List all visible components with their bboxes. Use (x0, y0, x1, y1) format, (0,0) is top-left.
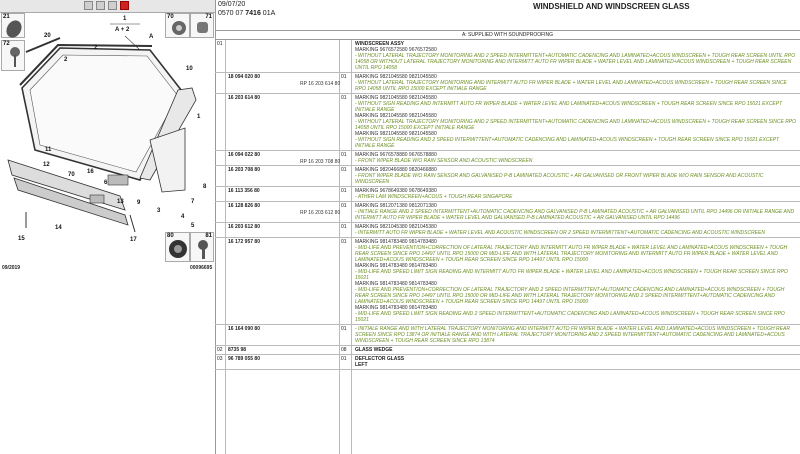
label-17: 17 (130, 237, 137, 243)
quantity: 01 (341, 74, 347, 80)
label-4: 4 (181, 214, 185, 220)
parts-panel (215, 0, 800, 454)
label-2b: 2 (94, 45, 98, 51)
row-position: 01 (217, 41, 223, 47)
thumb-num: 80 (167, 233, 174, 239)
part-number[interactable]: 16 094 022 80 (228, 152, 260, 158)
label-3: 3 (157, 208, 161, 214)
quantity: 01 (341, 167, 347, 173)
callout-a2: A + 2 (115, 27, 130, 33)
label-6: 6 (104, 180, 108, 186)
label-1: 1 (197, 114, 201, 120)
table-row[interactable] (215, 94, 800, 151)
quantity: 01 (341, 95, 347, 101)
table-row[interactable] (215, 238, 800, 325)
label-8: 8 (203, 184, 207, 190)
marking-line: MARKING 9676572580 9676572580 (355, 47, 437, 53)
fitment-note: - FRONT WIPER BLADE W/O RAIN SENSOR AND ACOUSTIC WINDSCREEN (355, 158, 533, 164)
row-position: 03 (217, 356, 223, 362)
label-a: A (149, 34, 154, 40)
marking-line: MARKING 9814783480 9814783480 (355, 281, 437, 287)
fitment-note: - INITIALE RANGE AND WITH LATERAL TRAJECTORY MONITORING AND INTERMITT AUTO FR WIPER BLADE + WATER LEVEL AND LAMINATED+ACOUS WINDSCREEN + TOUGH REAR SCREEN SINCE RPO 13874 OR INITIALE RANGE AND WITH LATERAL TRAJECTORY MONITORING AND 2 SPEED INTERMITTENT+AUTOMATIC CADENCING AND LAMINATED+ACOUS WINDSCREEN + TOUGH REAR SCREEN SINCE RPO 13874 (355, 326, 790, 344)
fitment-note: - MID-LIFE AND PREVENTION+CORRECTION OF LATERAL TRAJECTORY AND INTERMITT AUTO FR WIPER BLADE + WATER LEVEL AND LAMINATED+ACOUS WINDSCREEN + TOUGH REAR SCREEN SINCE RPO 14497 UNTIL RPO 15000 OR MID-LIFE AND WITH LATERAL TRAJECTORY MONITORING AND INTERMITT AUTO FR WIPER BLADE + WATER LEVEL AND LAMINATED+ACOUS WINDSCREEN + TOUGH REAR SCREEN SINCE RPO 14497 UNTIL RPO 15000 (355, 245, 788, 263)
label-14: 14 (55, 225, 62, 231)
quantity: 01 (341, 239, 347, 245)
ref-suffix: 01A (262, 10, 276, 17)
table-row[interactable] (215, 355, 800, 370)
replacement-ref: RP 16 203 708 80 (300, 159, 341, 165)
fitment-note: - WITHOUT LATERAL TRAJECTORY MONITORING AND INTERMITT AUTO FR WIPER BLADE + WATER LEVEL AND LAMINATED+ACOUS WINDSCREEN + TOUGH REAR SCREEN SINCE RPO 14058 UNTIL RPO 15000 EXCEPT INITIALE RANGE (355, 80, 787, 92)
row-content (353, 346, 800, 354)
part-number[interactable]: 18 094 020 80 (228, 74, 260, 80)
marking-line: MARKING 9676578880 9676578880 (355, 152, 437, 158)
row-content (353, 223, 800, 237)
table-row[interactable] (215, 325, 800, 346)
label-70: 70 (68, 172, 75, 178)
thumb-num: 81 (205, 233, 212, 239)
marking-line: MARKING 9814783480 9814783480 (355, 263, 437, 269)
label-5: 5 (191, 223, 195, 229)
thumb-num: 70 (167, 14, 174, 20)
header-ref (218, 10, 275, 17)
row-position: 02 (217, 347, 223, 353)
label-10: 10 (186, 66, 193, 72)
fitment-note: - INTERMITT AUTO FR WIPER BLADE + WATER LEVEL AND ACOUSTIC WINDSCREEN OR 2 SPEED INTERMITTENT+AUTOMATIC CADENCING AND ACOUSTIC WINDSCREEN (355, 230, 765, 236)
part-number[interactable]: 16 128 826 80 (228, 203, 260, 209)
part-title: LEFT (355, 362, 368, 368)
table-row[interactable] (215, 151, 800, 166)
part-number[interactable]: 16 203 614 80 (228, 95, 260, 101)
part-number[interactable]: 8735 98 (228, 347, 247, 353)
part-title: DEFLECTOR GLASS (355, 356, 405, 362)
label-16: 16 (87, 169, 94, 175)
label-9: 9 (137, 200, 141, 206)
header-date: 09/07/20 (218, 1, 246, 8)
fitment-note: - WITHOUT LATERAL TRAJECTORY MONITORING AND 2 SPEED INTERMITTENT+AUTOMATIC CADENCING AND LAMINATED+ACOUS WINDSCREEN + TOUGH REAR SCREEN UNTIL RPO 14058 OR WITHOUT LATERAL TRAJECTORY MONITORING AND INTERMITT AUTO FR WIPER BLADE + WATER LEVEL AND LAMINATED+ACOUS WINDSCREEN + TOUGH REAR SCREEN UNTIL RPO 14058 (355, 53, 796, 71)
quantity: 01 (341, 188, 347, 194)
quantity: 01 (341, 356, 347, 362)
marking-line: MARKING 9814783480 9814783480 (355, 305, 437, 311)
supply-banner: A: SUPPLIED WITH SOUNDPROOFING (215, 30, 800, 40)
label-20: 20 (44, 33, 51, 39)
table-row[interactable] (215, 73, 800, 94)
fitment-note: - WITHOUT SIGN READING AND 2 SPEED INTERMITTENT+AUTOMATIC CADENCING AND LAMINATED+ACOUS WINDSCREEN + TOUGH REAR SCREEN SINCE RPO 15021 EXCEPT INITIALE RANGE (355, 137, 780, 149)
fitment-note: - MID-LIFE AND SPEED LIMIT SIGN READING AND INTERMITT AUTO FR WIPER BLADE + WATER LEVEL AND LAMINATED+ACOUS WINDSCREEN + TOUGH REAR SCREEN SINCE RPO 15021 (355, 269, 788, 281)
windshield-diagram (0, 0, 215, 260)
thumb-num: 71 (205, 14, 212, 20)
label-2: 2 (64, 57, 68, 63)
quantity: 01 (341, 152, 347, 158)
marking-line: MARKING 9821045380 9821045380 (355, 224, 437, 230)
row-content (353, 187, 800, 201)
ref-bold: 7416 (245, 10, 261, 17)
diagram-code: 00096695 (190, 265, 213, 271)
label-15: 15 (18, 236, 25, 242)
table-row[interactable] (215, 40, 800, 73)
row-content (353, 325, 800, 345)
part-title: WINDSCREEN ASSY (355, 41, 404, 47)
marking-line: MARKING 9821045580 9821045580 (355, 131, 437, 137)
marking-line: MARKING 9821045580 9821045580 (355, 113, 437, 119)
part-number[interactable]: 16 203 708 80 (228, 167, 260, 173)
table-row[interactable] (215, 202, 800, 223)
replacement-ref: RP 16 203 614 80 (300, 81, 341, 87)
fitment-note: - FRONT WIPER BLADE W/O RAIN SENSOR AND GALVANISED P-B LAMINATED ACOUSTIC + AR GALVANISED OR FRONT WIPER BLADE W/O RAIN SENSOR AND ACOUSTIC WINDSCREEN (355, 173, 764, 185)
row-content (353, 40, 800, 72)
part-number[interactable]: 96 789 055 80 (228, 356, 260, 362)
fitment-note: - MID-LIFE AND PREVENTION+CORRECTION OF LATERAL TRAJECTORY AND 2 SPEED INTERMITTENT+AUTOMATIC CADENCING AND LAMINATED+ACOUS WINDSCREEN + TOUGH REAR SCREEN SINCE RPO 14497 UNTIL RPO 15000 OR MID-LIFE AND WITH LATERAL TRAJECTORY MONITORING AND 2 SPEED INTERMITTENT+AUTOMATIC CADENCING AND LAMINATED+ACOUS WINDSCREEN + TOUGH REAR SCREEN SINCE RPO 14497 UNTIL RPO 15000 (355, 287, 785, 305)
part-title: GLASS WEDGE (355, 347, 393, 353)
marking-line: MARKING 9678649380 9678649380 (355, 188, 437, 194)
diagram-panel (0, 0, 216, 454)
marking-line: MARKING 9814783480 9814783480 (355, 239, 437, 245)
diagram-date: 09/2019 (2, 265, 21, 271)
table-row[interactable] (215, 346, 800, 355)
row-content (353, 166, 800, 186)
replacement-ref: RP 16 203 612 80 (300, 210, 341, 216)
part-number[interactable]: 16 172 957 80 (228, 239, 260, 245)
page-title: WINDSHIELD AND WINDSCREEN GLASS (533, 2, 690, 11)
quantity: 08 (341, 347, 347, 353)
label-13: 13 (117, 199, 124, 205)
label-7: 7 (191, 199, 195, 205)
row-content (353, 202, 800, 222)
label-11: 11 (45, 147, 52, 153)
row-content (353, 94, 800, 150)
part-number[interactable]: 16 113 356 80 (228, 188, 260, 194)
ref-prefix: 0570 07 (218, 10, 244, 17)
table-row[interactable] (215, 166, 800, 187)
fitment-note: - ATHER LAM WINDSCREEN+ACOUS + TOUGH REAR SINGAPORE (355, 194, 513, 200)
fitment-note: - MID-LIFE AND SPEED LIMIT SIGN READING AND 2 SPEED INTERMITTENT+AUTOMATIC CADENCING AND LAMINATED+ACOUS WINDSCREEN + TOUGH REAR SCREEN SINCE RPO 15021 (355, 311, 785, 323)
callout-1: 1 (123, 16, 127, 22)
label-12: 12 (43, 162, 50, 168)
quantity: 01 (341, 224, 347, 230)
parts-table (215, 40, 800, 370)
thumb-num: 21 (3, 14, 10, 20)
marking-line: MARKING 9812071380 9812071380 (355, 203, 437, 209)
table-row[interactable] (215, 223, 800, 238)
part-number[interactable]: 16 164 090 80 (228, 326, 260, 332)
fitment-note: - WITHOUT LATERAL TRAJECTORY MONITORING AND 2 SPEED INTERMITTENT+AUTOMATIC CADENCING AND LAMINATED+ACOUS WINDSCREEN + TOUGH REAR SCREEN SINCE RPO 14058 UNTIL RPO 15000 EXCEPT INITIALE RANGE (355, 119, 797, 131)
row-content (353, 238, 800, 324)
row-content (353, 355, 800, 369)
marking-line: MARKING 9821045580 9821045580 (355, 95, 437, 101)
table-row[interactable] (215, 187, 800, 202)
thumb-num: 72 (3, 41, 10, 47)
part-number[interactable]: 16 203 612 80 (228, 224, 260, 230)
row-content (353, 73, 800, 93)
fitment-note: - INITIALE RANGE AND 2 SPEED INTERMITTENT+AUTOMATIC CADENCING AND GALVANISED P-B LAMINATED ACOUSTIC + AR GALVANISED UNTIL RPO 14496 OR INITIALE RANGE AND INTERMITT AUTO FR WIPER BLADE + WATER LEVEL AND GALVANISED P-B LAMINATED ACOUSTIC + AR GALVANISED UNTIL RPO 14496 (355, 209, 795, 221)
fitment-note: - WITHOUT SIGN READING AND INTERMITT AUTO FR WIPER BLADE + WATER LEVEL AND LAMINATED+ACOUS WINDSCREEN + TOUGH REAR SCREEN SINCE RPO 15021 EXCEPT INITIALE RANGE (355, 101, 783, 113)
quantity: 01 (341, 203, 347, 209)
marking-line: MARKING 9821045580 9821045580 (355, 74, 437, 80)
marking-line: MARKING 9820466880 9820466880 (355, 167, 437, 173)
row-content (353, 151, 800, 165)
quantity: 01 (341, 326, 347, 332)
